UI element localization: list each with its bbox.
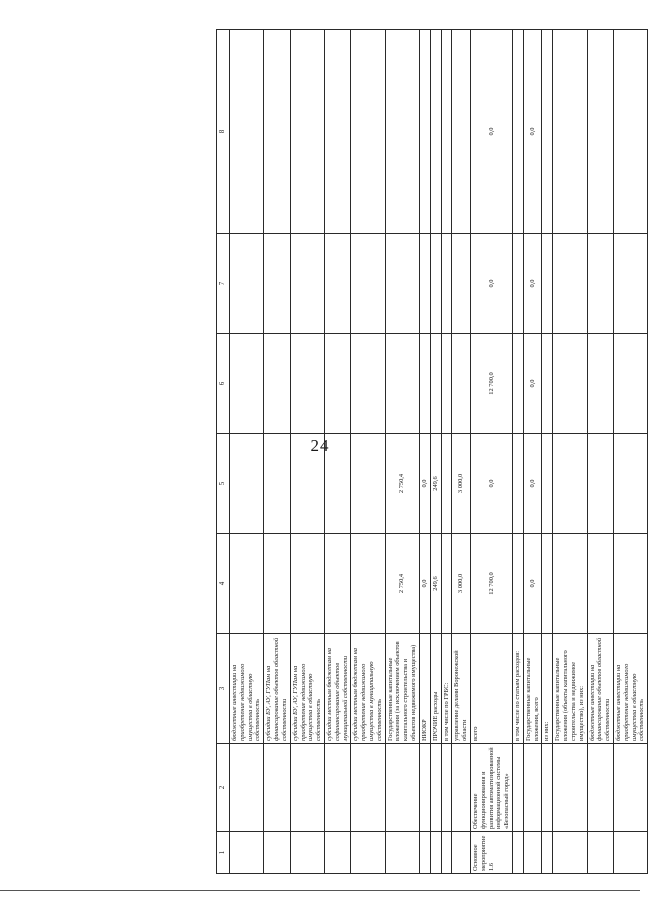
rotated-page	[216, 30, 646, 874]
table-row	[290, 30, 324, 874]
col-header-6: 6	[217, 334, 230, 434]
cell-col-1	[324, 832, 350, 874]
cell-col-8	[441, 30, 452, 234]
cell-col-8	[587, 30, 613, 234]
cell-col-5	[613, 434, 647, 534]
cell-col-8: 0,0	[470, 30, 512, 234]
cell-col-7	[351, 234, 385, 334]
cell-col-8: 0,0	[523, 30, 542, 234]
cell-col-6	[419, 334, 430, 434]
cell-col-8	[264, 30, 290, 234]
cell-col-1	[452, 832, 471, 874]
table-row	[613, 30, 647, 874]
table-row	[430, 30, 441, 874]
cell-col-6	[613, 334, 647, 434]
cell-col-6: 12 700,0	[470, 334, 512, 434]
cell-col-2	[430, 744, 441, 832]
cell-col-6	[264, 334, 290, 434]
cell-col-4	[587, 534, 613, 634]
cell-col-5	[513, 434, 524, 534]
cell-col-2	[613, 744, 647, 832]
cell-col-2	[587, 744, 613, 832]
cell-col-3: субсидии БУ, АУ, ГУПам на приобретение недвижимого имущества в областную собственность	[290, 634, 324, 744]
cell-col-7	[290, 234, 324, 334]
cell-col-7	[513, 234, 524, 334]
cell-col-5: 249,6	[430, 434, 441, 534]
cell-col-5	[587, 434, 613, 534]
cell-col-4: 2 750,4	[385, 534, 419, 634]
col-header-7: 7	[217, 234, 230, 334]
cell-col-2	[351, 744, 385, 832]
cell-col-1	[230, 832, 264, 874]
cell-col-5: 2 750,4	[385, 434, 419, 534]
cell-col-8	[452, 30, 471, 234]
cell-col-1: Основное мероприятие 1.6	[470, 832, 512, 874]
cell-col-5	[553, 434, 587, 534]
col-header-2: 2	[217, 744, 230, 832]
table-row	[385, 30, 419, 874]
cell-col-8	[430, 30, 441, 234]
cell-col-8	[553, 30, 587, 234]
cell-col-8	[419, 30, 430, 234]
cell-col-1	[587, 832, 613, 874]
cell-col-1	[513, 832, 524, 874]
cell-col-3: бюджетные инвестиции на приобретение недвижимого имущества в областную собственность	[230, 634, 264, 744]
cell-col-8	[542, 30, 553, 234]
cell-col-6	[587, 334, 613, 434]
cell-col-5	[441, 434, 452, 534]
cell-col-6	[230, 334, 264, 434]
cell-col-4: 3 000,0	[452, 534, 471, 634]
cell-col-2	[452, 744, 471, 832]
cell-col-2	[419, 744, 430, 832]
table-row	[230, 30, 264, 874]
cell-col-4	[351, 534, 385, 634]
cell-col-1	[419, 832, 430, 874]
cell-col-1	[430, 832, 441, 874]
col-header-3: 3	[217, 634, 230, 744]
cell-col-2	[230, 744, 264, 832]
cell-col-2	[553, 744, 587, 832]
cell-col-5: 0,0	[419, 434, 430, 534]
cell-col-4	[513, 534, 524, 634]
cell-col-7	[324, 234, 350, 334]
cell-col-3: в том числе по ГРБС:	[441, 634, 452, 744]
cell-col-6	[553, 334, 587, 434]
cell-col-3: всего	[470, 634, 512, 744]
table-row	[587, 30, 613, 874]
cell-col-6	[430, 334, 441, 434]
cell-col-4	[290, 534, 324, 634]
page-number: 24	[310, 436, 330, 455]
cell-col-7	[385, 234, 419, 334]
budget-table	[216, 29, 648, 874]
cell-col-7	[542, 234, 553, 334]
cell-col-7	[441, 234, 452, 334]
cell-col-6	[324, 334, 350, 434]
cell-col-2	[542, 744, 553, 832]
cell-col-4	[613, 534, 647, 634]
cell-col-7: 0,0	[470, 234, 512, 334]
table-row	[542, 30, 553, 874]
table-row	[513, 30, 524, 874]
cell-col-3: НИОКР	[419, 634, 430, 744]
table-row	[351, 30, 385, 874]
cell-col-7	[419, 234, 430, 334]
cell-col-3: Государственные капитальные вложения (за исключением объектов капитального строительства и объектов недвижимого имущества)	[385, 634, 419, 744]
table-row	[324, 30, 350, 874]
cell-col-3: Государственные капитальные вложения (объекты капитального строительства и недвижимое имущество), из них:	[553, 634, 587, 744]
cell-col-8	[230, 30, 264, 234]
cell-col-5	[324, 434, 350, 534]
cell-col-7	[553, 234, 587, 334]
cell-col-5	[230, 434, 264, 534]
cell-col-1	[523, 832, 542, 874]
cell-col-8	[351, 30, 385, 234]
cell-col-8	[385, 30, 419, 234]
cell-col-4	[264, 534, 290, 634]
header-row	[217, 30, 230, 874]
cell-col-7	[613, 234, 647, 334]
cell-col-2: Обеспечение функционирования и развития автоматизированной информационной системы «Безопасный город»	[470, 744, 512, 832]
cell-col-1	[613, 832, 647, 874]
cell-col-3: бюджетные инвестиции на финансирование объектов областной собственности	[587, 634, 613, 744]
cell-col-4	[230, 534, 264, 634]
table-row	[441, 30, 452, 874]
cell-col-6	[385, 334, 419, 434]
cell-col-7	[430, 234, 441, 334]
cell-col-8	[324, 30, 350, 234]
cell-col-7	[587, 234, 613, 334]
cell-col-1	[385, 832, 419, 874]
cell-col-3: из них:	[542, 634, 553, 744]
cell-col-2	[441, 744, 452, 832]
table-row	[553, 30, 587, 874]
cell-col-3: субсидии местным бюджетам на приобретение недвижимого имущества в муниципальную собственность	[351, 634, 385, 744]
table-row	[523, 30, 542, 874]
cell-col-4	[441, 534, 452, 634]
cell-col-8	[613, 30, 647, 234]
cell-col-2	[513, 744, 524, 832]
cell-col-5: 0,0	[523, 434, 542, 534]
cell-col-2	[264, 744, 290, 832]
cell-col-3: управление делами Воронежской области	[452, 634, 471, 744]
cell-col-5: 3 000,0	[452, 434, 471, 534]
col-header-1: 1	[217, 832, 230, 874]
cell-col-6	[351, 334, 385, 434]
cell-col-8	[290, 30, 324, 234]
cell-col-4	[542, 534, 553, 634]
cell-col-4: 249,6	[430, 534, 441, 634]
cell-col-4: 0,0	[419, 534, 430, 634]
cell-col-3: субсидии местным бюджетам на софинансирование объектов муниципальной собственности	[324, 634, 350, 744]
cell-col-6	[441, 334, 452, 434]
cell-col-4: 0,0	[523, 534, 542, 634]
cell-col-1	[290, 832, 324, 874]
cell-col-4	[553, 534, 587, 634]
cell-col-7	[264, 234, 290, 334]
cell-col-5	[351, 434, 385, 534]
cell-col-2	[385, 744, 419, 832]
cell-col-3: бюджетные инвестиции на приобретение недвижимого имущества в областную собственность	[613, 634, 647, 744]
cell-col-5	[264, 434, 290, 534]
cell-col-1	[351, 832, 385, 874]
table-row	[264, 30, 290, 874]
cell-col-3: в том числе по статьям расходов:	[513, 634, 524, 744]
table-body	[217, 30, 648, 874]
cell-col-5	[290, 434, 324, 534]
footer-rule	[0, 890, 640, 891]
cell-col-7	[452, 234, 471, 334]
cell-col-3: ПРОЧИЕ расходы	[430, 634, 441, 744]
col-header-5: 5	[217, 434, 230, 534]
cell-col-2	[290, 744, 324, 832]
cell-col-1	[542, 832, 553, 874]
cell-col-5	[542, 434, 553, 534]
cell-col-6	[290, 334, 324, 434]
cell-col-3: субсидии БУ, АУ, ГУПам на финансирование объектов областной собственности	[264, 634, 290, 744]
cell-col-5: 0,0	[470, 434, 512, 534]
cell-col-6	[542, 334, 553, 434]
table-row	[470, 30, 512, 874]
cell-col-6: 0,0	[523, 334, 542, 434]
cell-col-1	[553, 832, 587, 874]
table-row	[452, 30, 471, 874]
col-header-4: 4	[217, 534, 230, 634]
cell-col-6	[513, 334, 524, 434]
cell-col-3: Государственные капитальные вложения, всего	[523, 634, 542, 744]
col-header-8: 8	[217, 30, 230, 234]
cell-col-1	[264, 832, 290, 874]
cell-col-7: 0,0	[523, 234, 542, 334]
cell-col-4: 12 700,0	[470, 534, 512, 634]
cell-col-4	[324, 534, 350, 634]
cell-col-2	[523, 744, 542, 832]
cell-col-6	[452, 334, 471, 434]
cell-col-8	[513, 30, 524, 234]
cell-col-1	[441, 832, 452, 874]
cell-col-7	[230, 234, 264, 334]
table-row	[419, 30, 430, 874]
cell-col-2	[324, 744, 350, 832]
